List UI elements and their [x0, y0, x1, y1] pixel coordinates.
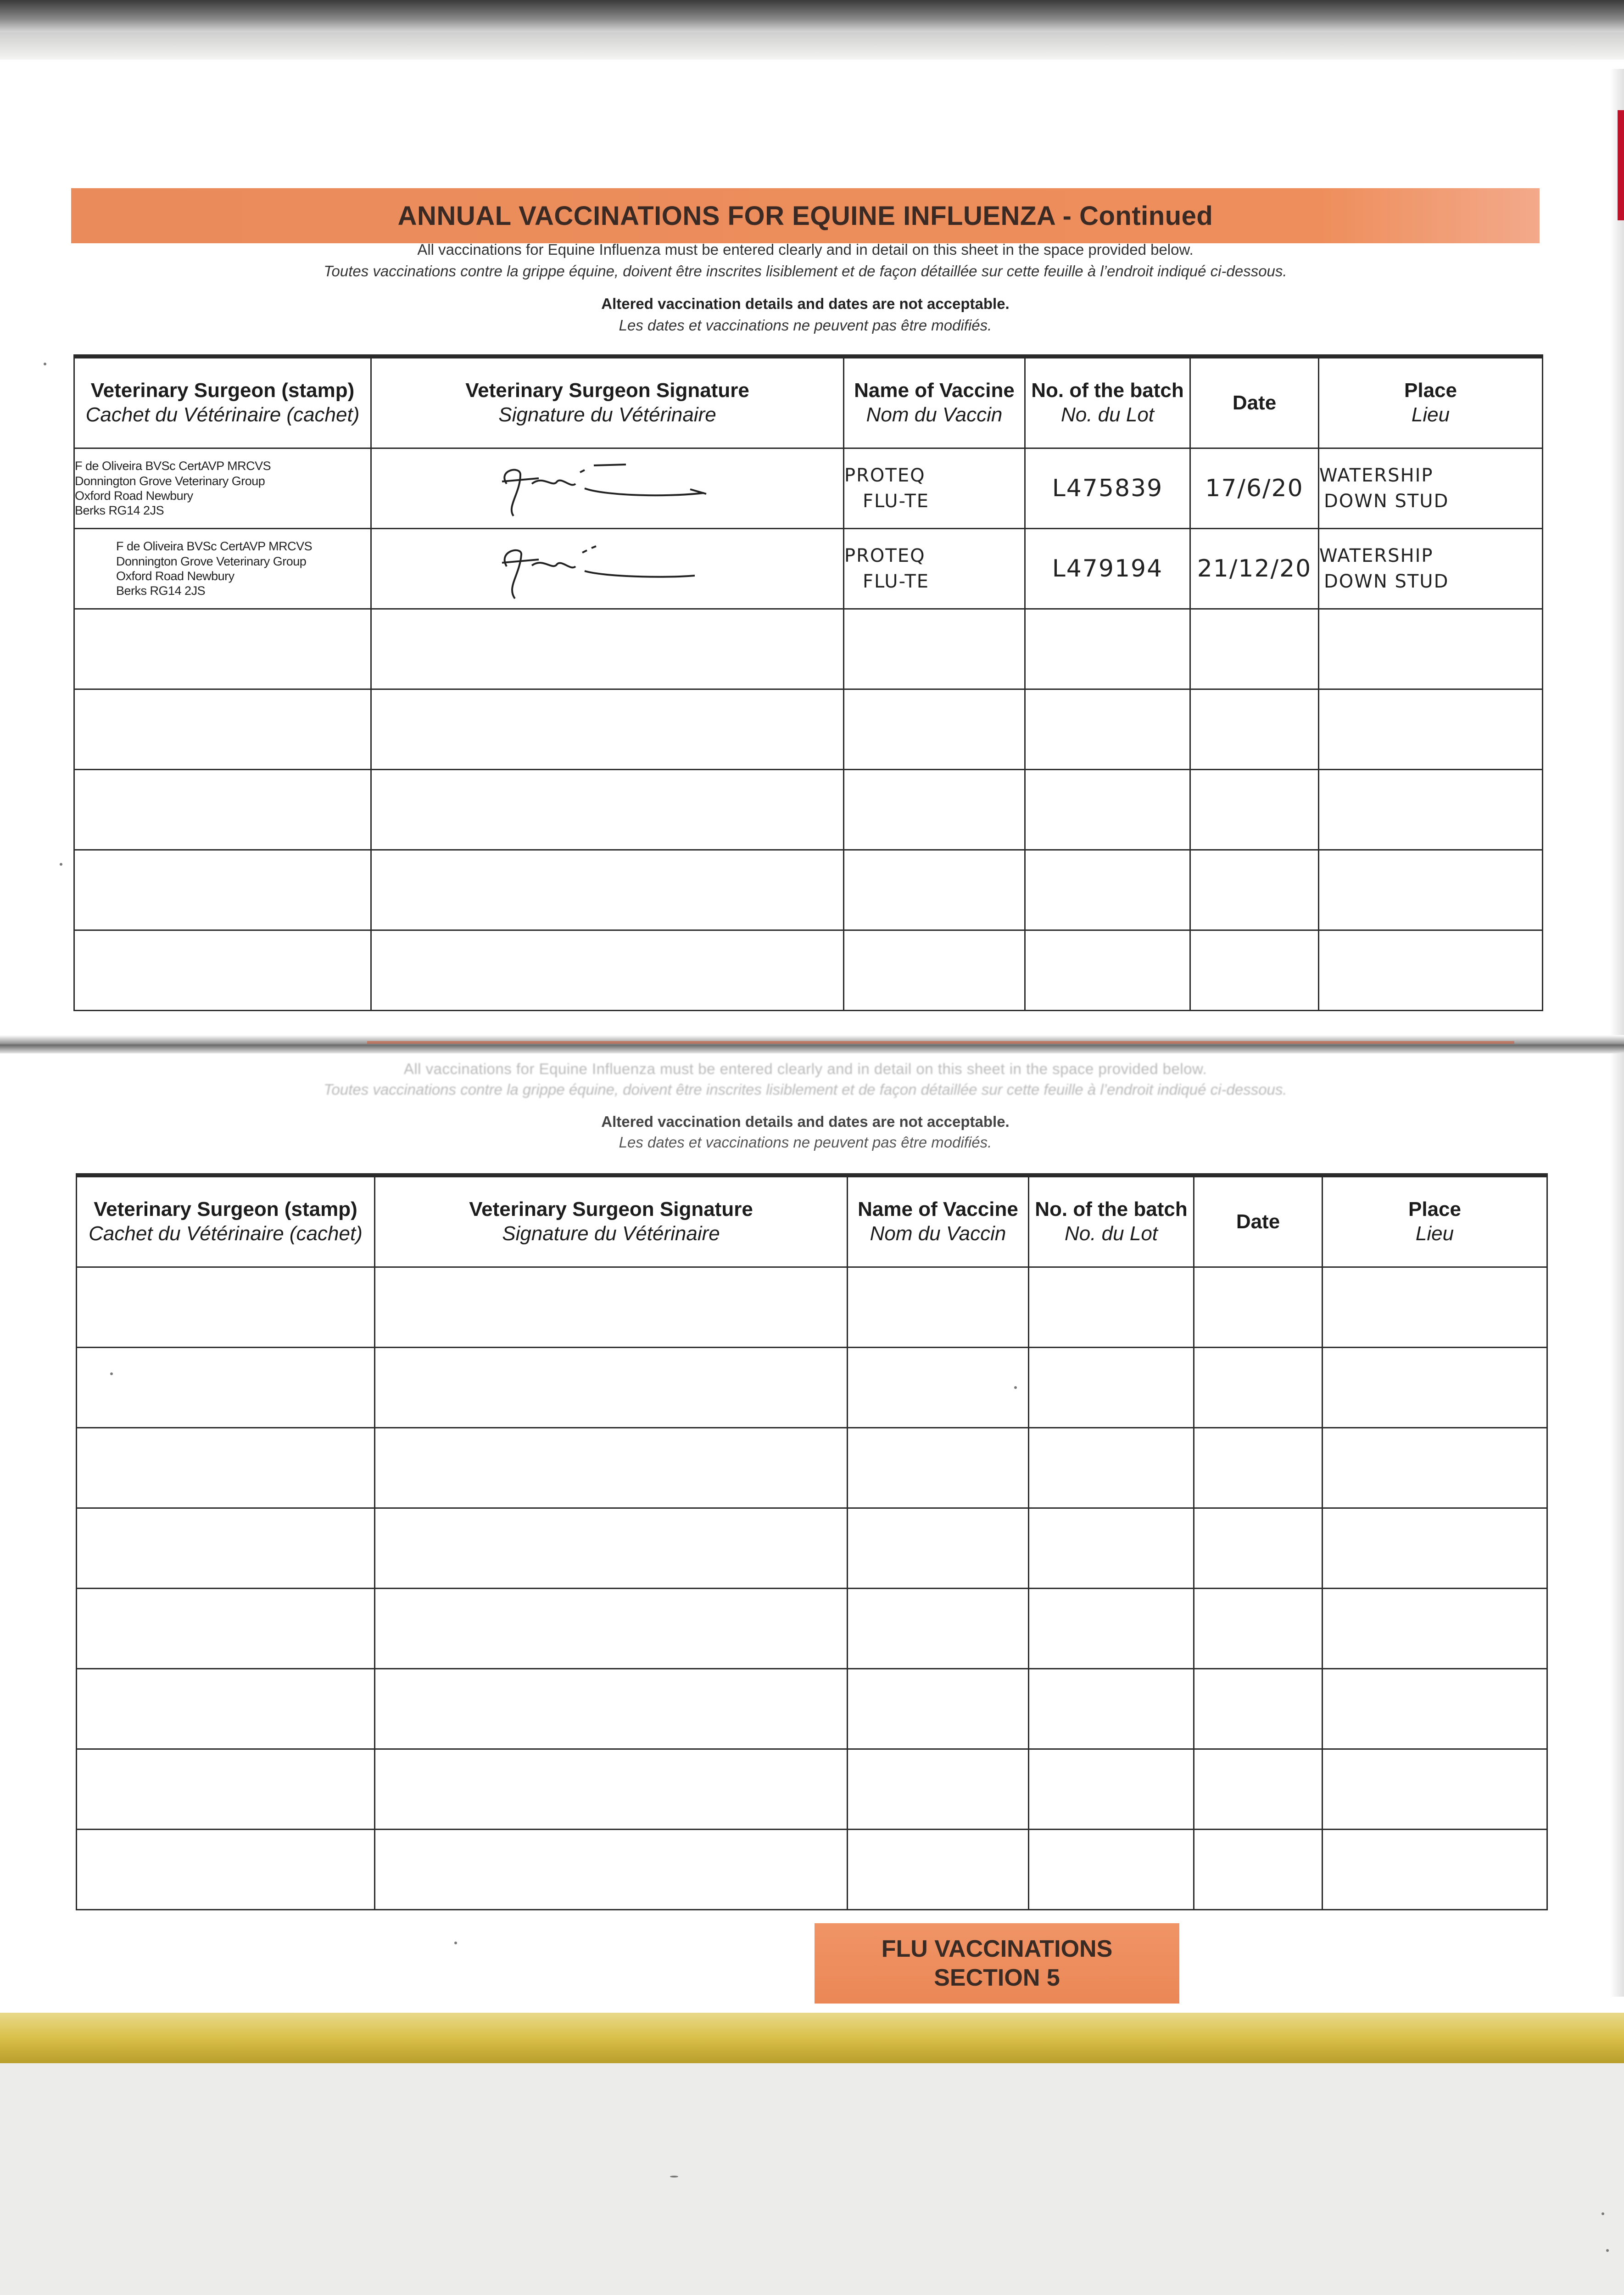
table-row — [74, 529, 1543, 609]
table-row — [74, 770, 1543, 850]
section-banner — [71, 188, 1540, 243]
col-header-date: Date — [1190, 357, 1319, 448]
vaccine-name: PROTEQ FLU-TE — [844, 529, 1025, 609]
vaccination-table-top — [73, 354, 1543, 1011]
table-row — [77, 1749, 1547, 1830]
table-row — [77, 1348, 1547, 1428]
page-fold — [0, 1035, 1624, 1053]
col-header-batch: No. of the batch No. du Lot — [1025, 357, 1190, 448]
fold-highlight — [367, 1041, 1514, 1044]
instruction-fr-faded: Toutes vaccinations contre la grippe équine, doivent être inscrites lisiblement et de façon détaillée sur cette feuille à l’endroit indiqué ci-dessous. — [324, 1081, 1287, 1098]
col-header-stamp: Veterinary Surgeon (stamp) Cachet du Vétérinaire (cachet) — [74, 357, 371, 448]
vet-signature — [371, 448, 844, 529]
col-header-batch: No. of the batch No. du Lot — [1029, 1175, 1194, 1267]
section-tab-line1: FLU VACCINATIONS — [881, 1936, 1113, 1963]
col-header-stamp: Veterinary Surgeon (stamp) Cachet du Vétérinaire (cachet) — [77, 1175, 375, 1267]
col-header-place: Place Lieu — [1323, 1175, 1547, 1267]
table-header-row — [77, 1175, 1547, 1267]
batch-number: L479194 — [1025, 529, 1190, 609]
altered-warning-en: Altered vaccination details and dates are not acceptable. — [601, 295, 1010, 312]
red-page-tab — [1618, 110, 1624, 220]
vet-stamp: F de Oliveira BVSc CertAVP MRCVS Donnington Grove Veterinary Group Oxford Road Newbury Berks RG14 2JS — [74, 529, 371, 609]
table-row — [74, 850, 1543, 930]
page-title: ANNUAL VACCINATIONS FOR EQUINE INFLUENZA - Continued — [397, 201, 1213, 231]
col-header-date: Date — [1194, 1175, 1323, 1267]
table-row — [77, 1508, 1547, 1589]
table-row — [77, 1267, 1547, 1348]
col-header-signature: Veterinary Surgeon Signature Signature du Vétérinaire — [371, 357, 844, 448]
vet-stamp: F de Oliveira BVSc CertAVP MRCVS Donnington Grove Veterinary Group Oxford Road Newbury Berks RG14 2JS — [74, 448, 371, 529]
col-header-vaccine: Name of Vaccine Nom du Vaccin — [844, 357, 1025, 448]
table-row — [74, 930, 1543, 1011]
col-header-signature: Veterinary Surgeon Signature Signature du Vétérinaire — [375, 1175, 848, 1267]
altered-warning-fr: Les dates et vaccinations ne peuvent pas être modifiés. — [619, 317, 992, 334]
scan-shadow — [0, 32, 1624, 60]
vaccination-table-bottom — [76, 1173, 1548, 1910]
table-row — [77, 1589, 1547, 1669]
vaccination-place: WATERSHIP DOWN STUD — [1319, 529, 1543, 609]
table-row — [74, 448, 1543, 529]
altered-warning-en-lower: Altered vaccination details and dates are not acceptable. — [601, 1113, 1010, 1130]
vaccination-date: 17/6/20 — [1190, 448, 1319, 529]
altered-warning-fr-lower: Les dates et vaccinations ne peuvent pas être modifiés. — [619, 1134, 992, 1151]
vaccine-name: PROTEQ FLU-TE — [844, 448, 1025, 529]
col-header-place: Place Lieu — [1319, 357, 1543, 448]
table-row — [74, 689, 1543, 770]
vaccination-date: 21/12/20 — [1190, 529, 1319, 609]
instruction-fr: Toutes vaccinations contre la grippe équine, doivent être inscrites lisiblement et de façon détaillée sur cette feuille à l’endroit indiqué ci-dessous. — [324, 263, 1287, 280]
table-row — [77, 1669, 1547, 1749]
cover-edge — [0, 2013, 1624, 2063]
page-edge — [1610, 69, 1624, 1997]
instruction-en-faded: All vaccinations for Equine Influenza must be entered clearly and in detail on this sheet in the space provided below. — [403, 1060, 1207, 1077]
section-tab-line2: SECTION 5 — [934, 1964, 1060, 1991]
batch-number: L475839 — [1025, 448, 1190, 529]
table-row — [74, 609, 1543, 689]
vet-signature — [371, 529, 844, 609]
table-row — [77, 1428, 1547, 1508]
scan-top-edge — [0, 0, 1624, 32]
instruction-en: All vaccinations for Equine Influenza must be entered clearly and in detail on this sheet in the space provided below. — [417, 241, 1194, 258]
col-header-vaccine: Name of Vaccine Nom du Vaccin — [848, 1175, 1029, 1267]
section-tab — [815, 1923, 1179, 2004]
scan-background — [0, 2063, 1624, 2295]
vaccination-place: WATERSHIP DOWN STUD — [1319, 448, 1543, 529]
table-header-row — [74, 357, 1543, 448]
table-row — [77, 1830, 1547, 1910]
